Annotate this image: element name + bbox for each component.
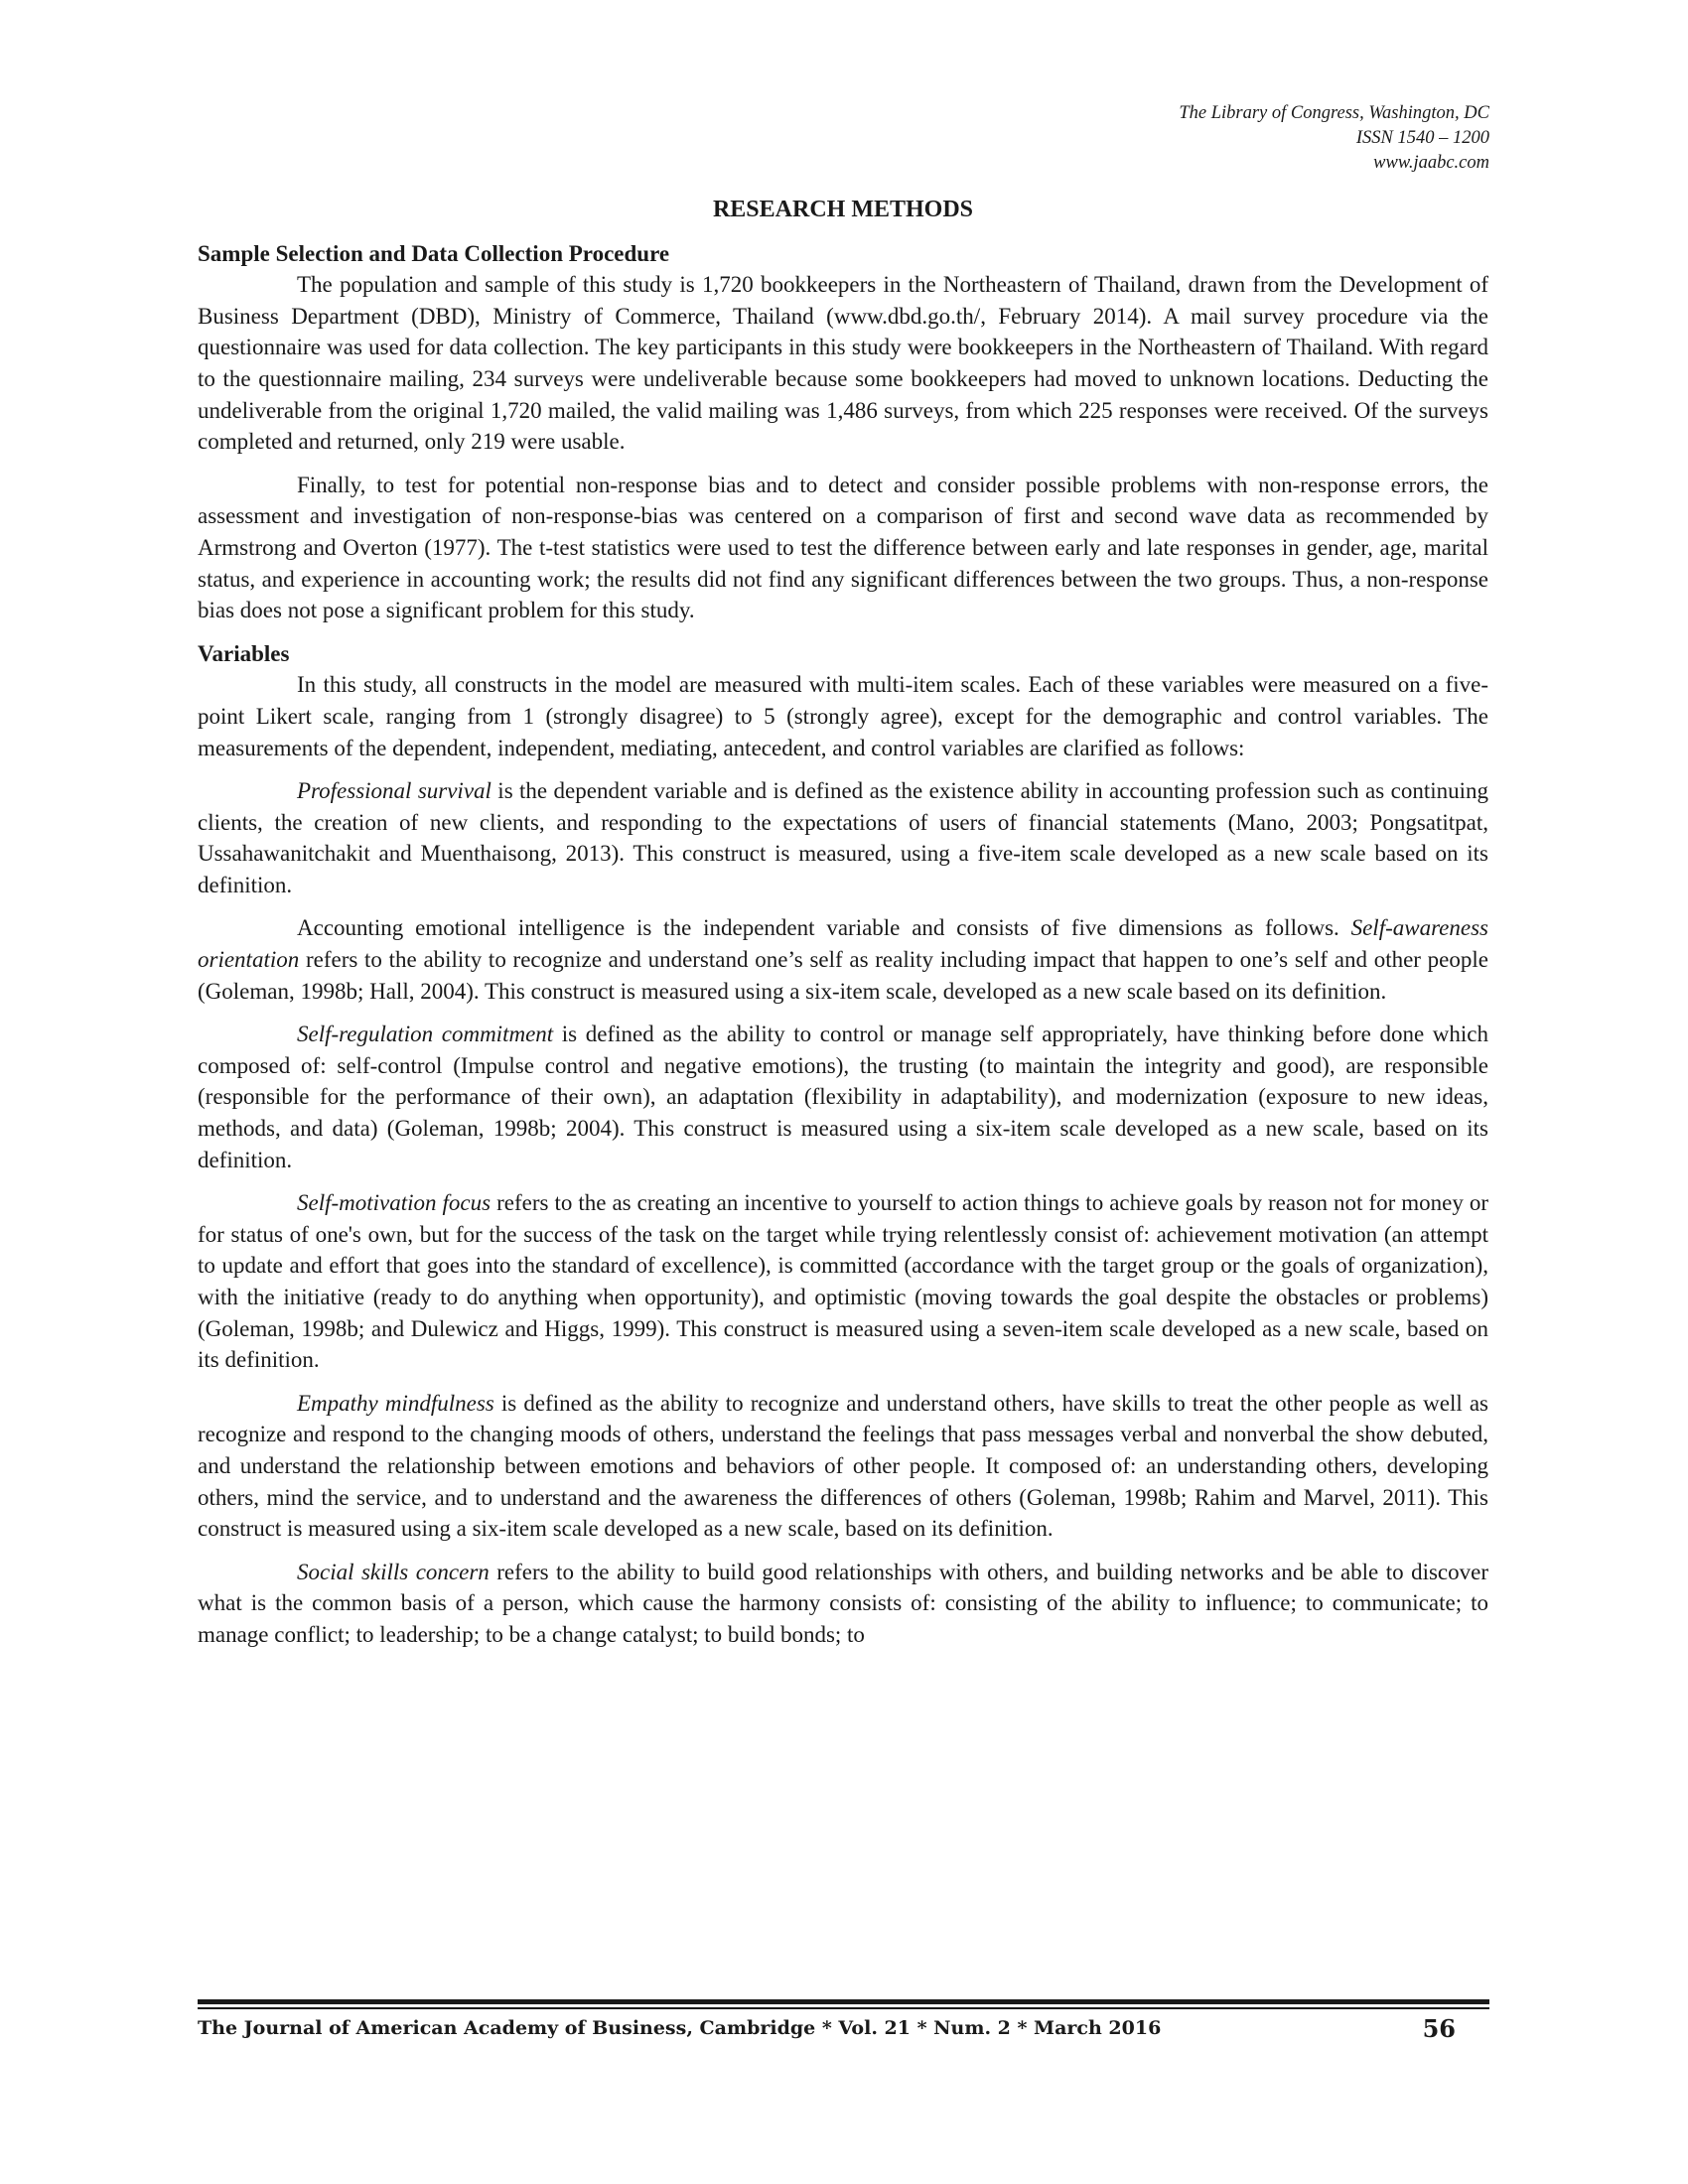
paragraph-self-awareness (198, 912, 1488, 1007)
paragraph-text: is defined as the ability to recognize and understand others, have skills to treat the other people as well as recognize and respond to the changing moods of others, understand the feelings that pass messages verbal and nonverbal the show debuted, and understand the relationship between emotions and behaviors of other people. It composed of: an understanding others, developing others, mind the service, and to understand and the awareness the differences of others (Goleman, 1998b; Rahim and Marvel, 2011). This construct is measured using a six-item scale developed as a new scale, based on its definition. (198, 1390, 1488, 1542)
article-body (198, 195, 1488, 1651)
paragraph-self-motivation (198, 1187, 1488, 1376)
paragraph-text: refers to the as creating an incentive to yourself to action things to achieve goals by reason not for money or for status of one's own, but for the success of the task on the target while trying relentlessly consist of: achievement motivation (an attempt to update and effort that goes into the standard of excellence), is committed (accordance with the target group or the goals of organization), with the initiative (ready to do anything when opportunity), and optimistic (moving towards the goal despite the obstacles or problems) (Goleman, 1998b; and Dulewicz and Higgs, 1999). This construct is measured using a seven-item scale developed as a new scale, based on its definition. (198, 1190, 1489, 1373)
term-self-awareness: Self-awareness orientation (198, 915, 1488, 973)
footer-journal: The Journal of American Academy of Business, Cambridge * Vol. 21 * Num. 2 * March 2016 (198, 2017, 1162, 2039)
paragraph-variables: In this study, all constructs in the model are measured with multi-item scales. Each of these variables were measured on a five-point Likert scale, ranging from 1 (strongly disagree) to 5 (strongly agree), except for the demographic and control variables. The measurements of the dependent, independent, mediating, antecedent, and control variables are clarified as follows: (198, 672, 1488, 760)
paragraph-professional-survival (198, 775, 1488, 900)
term-empathy: Empathy mindfulness (297, 1390, 494, 1416)
term-professional-survival: Professional survival (297, 778, 492, 804)
subheading-sample-selection: Sample Selection and Data Collection Procedure (198, 240, 670, 266)
header-library: The Library of Congress, Washington, DC (1179, 103, 1489, 123)
paragraph-nonresponse-bias: Finally, to test for potential non-response bias and to detect and consider possible problems with non-response errors, the assessment and investigation of non-response-bias was centered on a comparison of first and second wave data as recommended by Armstrong and Overton (1977). The t-test statistics were used to test the difference between early and late responses in gender, age, marital status, and experience in accounting work; the results did not find any significant differences between the two groups. Thus, a non-response bias does not pose a significant problem for this study. (198, 472, 1488, 623)
page-number: 56 (1422, 2014, 1456, 2043)
paragraph-self-regulation (198, 1019, 1488, 1175)
paragraph-social-skills (198, 1557, 1488, 1651)
footer-divider-thin (198, 2007, 1489, 2009)
footer-divider (198, 1999, 1489, 2004)
paragraph-text: is defined as the ability to control or manage self appropriately, have thinking before done which composed of: self-control (Impulse control and negative emotions), the trusting (to maintain the integrity and good), are responsible (responsible for the performance of their own), an adaptation (flexibility in adaptability), and modernization (exposure to new ideas, methods, and data) (Goleman, 1998b; 2004). This construct is measured using a six-item scale developed as a new scale, based on its definition. (198, 1022, 1488, 1172)
paragraph-sample: The population and sample of this study is 1,720 bookkeepers in the Northeastern of Thailand, drawn from the Development of Business Department (DBD), Ministry of Commerce, Thailand (www.dbd.go.th/, February 2014). A mail survey procedure via the questionnaire was used for data collection. The key participants in this study were bookkeepers in the Northeastern of Thailand. With regard to the questionnaire mailing, 234 surveys were undeliverable because some bookkeepers had moved to unknown locations. Deducting the undeliverable from the original 1,720 mailed, the valid mailing was 1,486 surveys, from which 225 responses were received. Of the surveys completed and returned, only 219 were usable. (198, 272, 1488, 455)
header-issn: ISSN 1540 – 1200 (1355, 128, 1489, 148)
term-social-skills: Social skills concern (297, 1559, 490, 1584)
section-title: RESEARCH METHODS (712, 197, 974, 222)
paragraph-empathy (198, 1388, 1488, 1545)
paragraph-lead: Accounting emotional intelligence is the independent variable and consists of five dimensions as follows. (297, 915, 1351, 941)
term-self-regulation: Self-regulation commitment (297, 1022, 554, 1047)
page-footer (198, 2014, 1489, 2049)
term-self-motivation: Self-motivation focus (297, 1190, 492, 1216)
paragraph-text: refers to the ability to recognize and understand one’s self as reality including impact that happen to one’s self and other people (Goleman, 1998b; Hall, 2004). This construct is measured using a six-item scale, developed as a new scale based on its definition. (198, 947, 1488, 1004)
paragraph-text: is the dependent variable and is defined as the existence ability in accounting profession such as continuing clients, the creation of new clients, and responding to the expectations of users of financial statements (Mano, 2003; Pongsatitpat, Ussahawanitchakit and Muenthaisong, 2013). This construct is measured, using a five-item scale developed as a new scale based on its definition. (198, 778, 1488, 897)
paragraph-text: refers to the ability to build good relationships with others, and building networks and be able to discover what is the common basis of a person, which cause the harmony consists of: consisting of the ability to influence; to communicate; to manage conflict; to leadership; to be a change catalyst; to build bonds; to (198, 1559, 1488, 1647)
header-website: www.jaabc.com (1373, 153, 1489, 173)
subheading-variables: Variables (198, 640, 290, 666)
journal-header (1179, 101, 1489, 176)
